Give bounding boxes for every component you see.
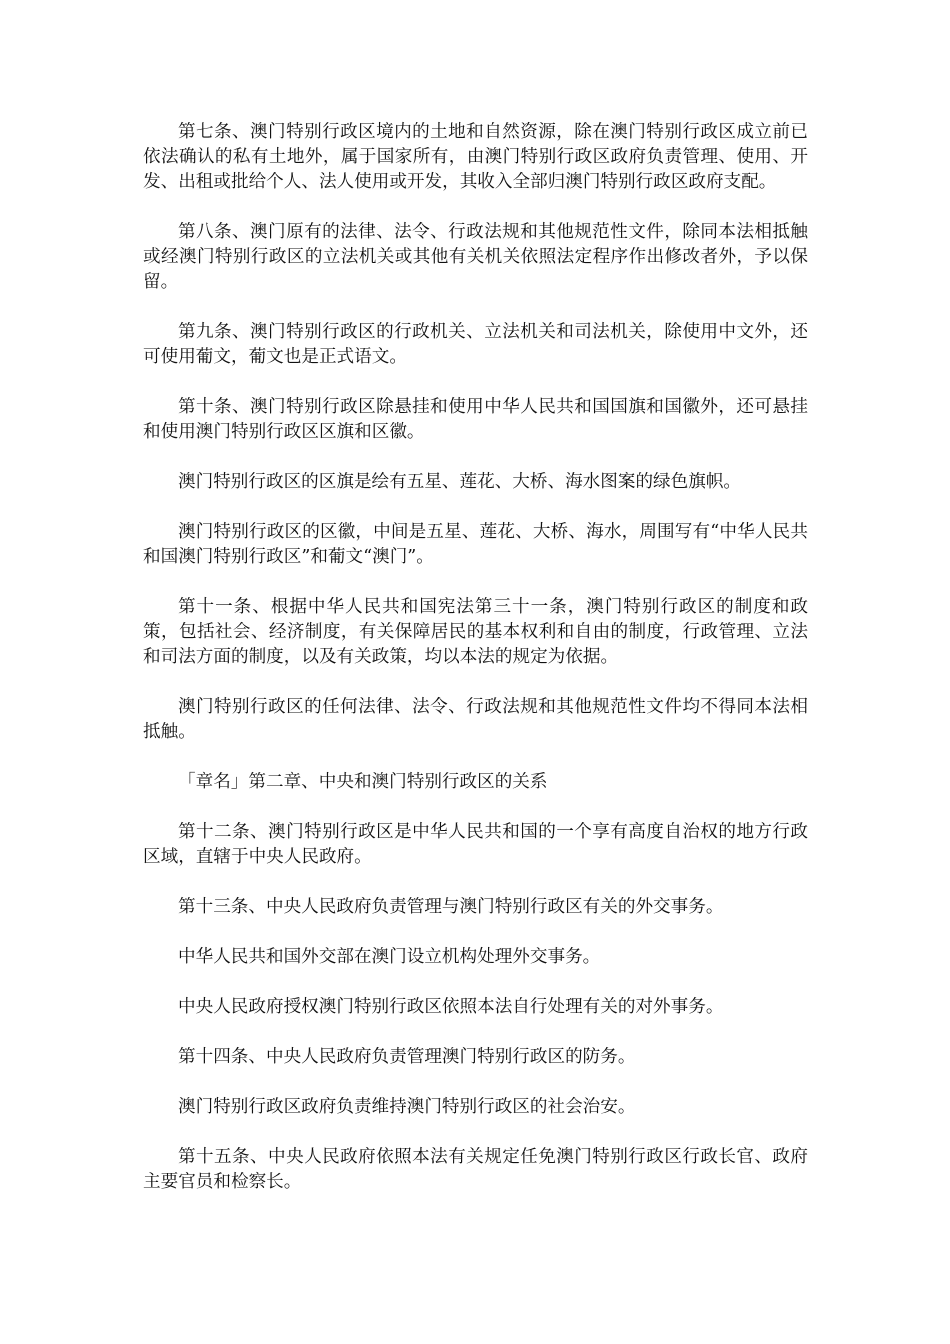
article-13-clause-2-paragraph: 中华人民共和国外交部在澳门设立机构处理外交事务。 — [178, 947, 601, 967]
article-13-paragraph: 第十三条、中央人民政府负责管理与澳门特别行政区有关的外交事务。 — [178, 897, 724, 917]
article-8-paragraph: 第八条、澳门原有的法律、法令、行政法规和其他规范性文件，除同本法相抵触或经澳门特别行政区的立法机关或其他有关机关依照法定程序作出修改者外，予以保留。 — [143, 222, 808, 292]
article-14-clause-2-paragraph: 澳门特别行政区政府负责维持澳门特别行政区的社会治安。 — [178, 1097, 636, 1117]
article-10-paragraph: 第十条、澳门特别行政区除悬挂和使用中华人民共和国国旗和国徽外，还可悬挂和使用澳门特别行政区区旗和区徽。 — [143, 397, 808, 442]
article-9-paragraph: 第九条、澳门特别行政区的行政机关、立法机关和司法机关，除使用中文外，还可使用葡文，葡文也是正式语文。 — [143, 322, 808, 367]
document-page — [143, 120, 808, 1220]
article-12-paragraph: 第十二条、澳门特别行政区是中华人民共和国的一个享有高度自治权的地方行政区域，直辖于中央人民政府。 — [143, 822, 808, 867]
article-15-paragraph: 第十五条、中央人民政府依照本法有关规定任免澳门特别行政区行政长官、政府主要官员和检察长。 — [143, 1147, 808, 1192]
article-7-paragraph: 第七条、澳门特别行政区境内的土地和自然资源，除在澳门特别行政区成立前已依法确认的私有土地外，属于国家所有，由澳门特别行政区政府负责管理、使用、开发、出租或批给个人、法人使用或开发，其收入全部归澳门特别行政区政府支配。 — [143, 122, 808, 192]
regional-emblem-paragraph: 澳门特别行政区的区徽，中间是五星、莲花、大桥、海水，周围写有“中华人民共和国澳门特别行政区”和葡文“澳门”。 — [143, 522, 808, 567]
article-13-clause-3-paragraph: 中央人民政府授权澳门特别行政区依照本法自行处理有关的对外事务。 — [178, 997, 724, 1017]
chapter-2-heading: 「章名」第二章、中央和澳门特别行政区的关系 — [178, 772, 548, 792]
article-11-clause-2-paragraph: 澳门特别行政区的任何法律、法令、行政法规和其他规范性文件均不得同本法相抵触。 — [143, 697, 808, 742]
article-11-paragraph: 第十一条、根据中华人民共和国宪法第三十一条，澳门特别行政区的制度和政策，包括社会、经济制度，有关保障居民的基本权利和自由的制度，行政管理、立法和司法方面的制度，以及有关政策，均以本法的规定为依据。 — [143, 597, 808, 667]
article-14-paragraph: 第十四条、中央人民政府负责管理澳门特别行政区的防务。 — [178, 1047, 636, 1067]
regional-flag-paragraph: 澳门特别行政区的区旗是绘有五星、莲花、大桥、海水图案的绿色旗帜。 — [178, 472, 742, 492]
